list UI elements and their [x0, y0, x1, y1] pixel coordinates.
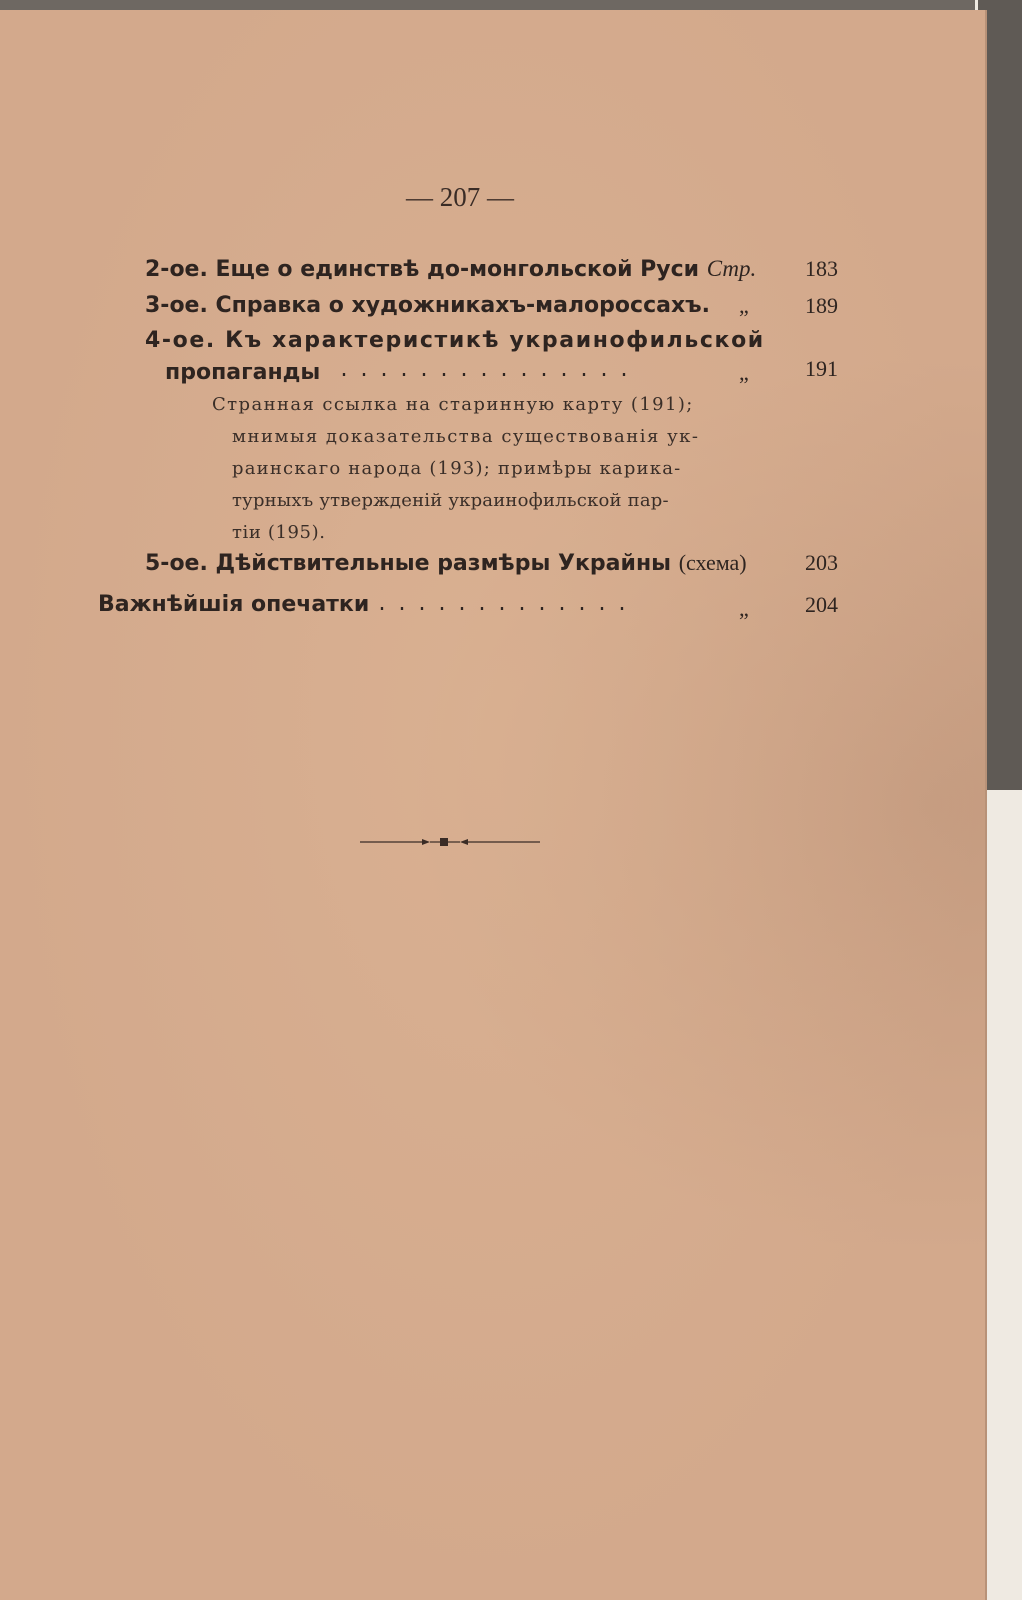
toc-entry-3-ditto: „ [739, 293, 749, 318]
book-page [0, 10, 987, 1600]
toc-entry-3 [145, 293, 710, 318]
toc-entry-2-suffix: Стр. [706, 256, 757, 281]
toc-entry-5 [145, 550, 747, 576]
toc-entry-4-ditto: „ [739, 360, 749, 385]
subentry-line-5: тіи (195). [232, 522, 326, 543]
toc-entry-2-page: 183 [805, 256, 838, 281]
decorative-ornament-divider [360, 832, 540, 852]
toc-errata-label: Важнѣйшія опечатки [98, 592, 370, 617]
toc-errata-page: 204 [805, 592, 838, 617]
toc-entry-4-line2: пропаганды [165, 360, 321, 385]
subentry-line-1: Странная ссылка на старинную карту (191); [212, 394, 694, 415]
toc-entry-5-label: 5-ое. Дѣйствительные размѣры Украйны [145, 551, 672, 576]
toc-errata-leader: ............. [376, 594, 637, 617]
subentry-line-2: мнимыя доказательства существованія ук- [232, 426, 700, 447]
subentry-line-4: турныхъ утвержденій украинофильской пар- [232, 490, 669, 511]
toc-entry-2-label: 2-ое. Еще о единствѣ до-монгольской Руси [145, 257, 700, 282]
toc-entry-3-page: 189 [805, 293, 838, 318]
toc-entry-2 [145, 256, 756, 282]
toc-errata-ditto: „ [739, 596, 749, 621]
toc-entry-5-note: (схема) [678, 550, 747, 575]
page-number: — 207 — [406, 182, 514, 212]
subentry-line-3: раинскаго народа (193); примѣры карика- [232, 458, 682, 479]
toc-entry-4-line1: 4-ое. Къ характеристикѣ украинофильской [145, 328, 765, 353]
toc-entry-4-page: 191 [805, 356, 838, 381]
toc-entry-5-page: 203 [805, 550, 838, 575]
toc-entry-3-label: 3-ое. Справка о художникахъ-малороссахъ. [145, 293, 711, 318]
toc-entry-4-leader: ............... [338, 360, 639, 383]
